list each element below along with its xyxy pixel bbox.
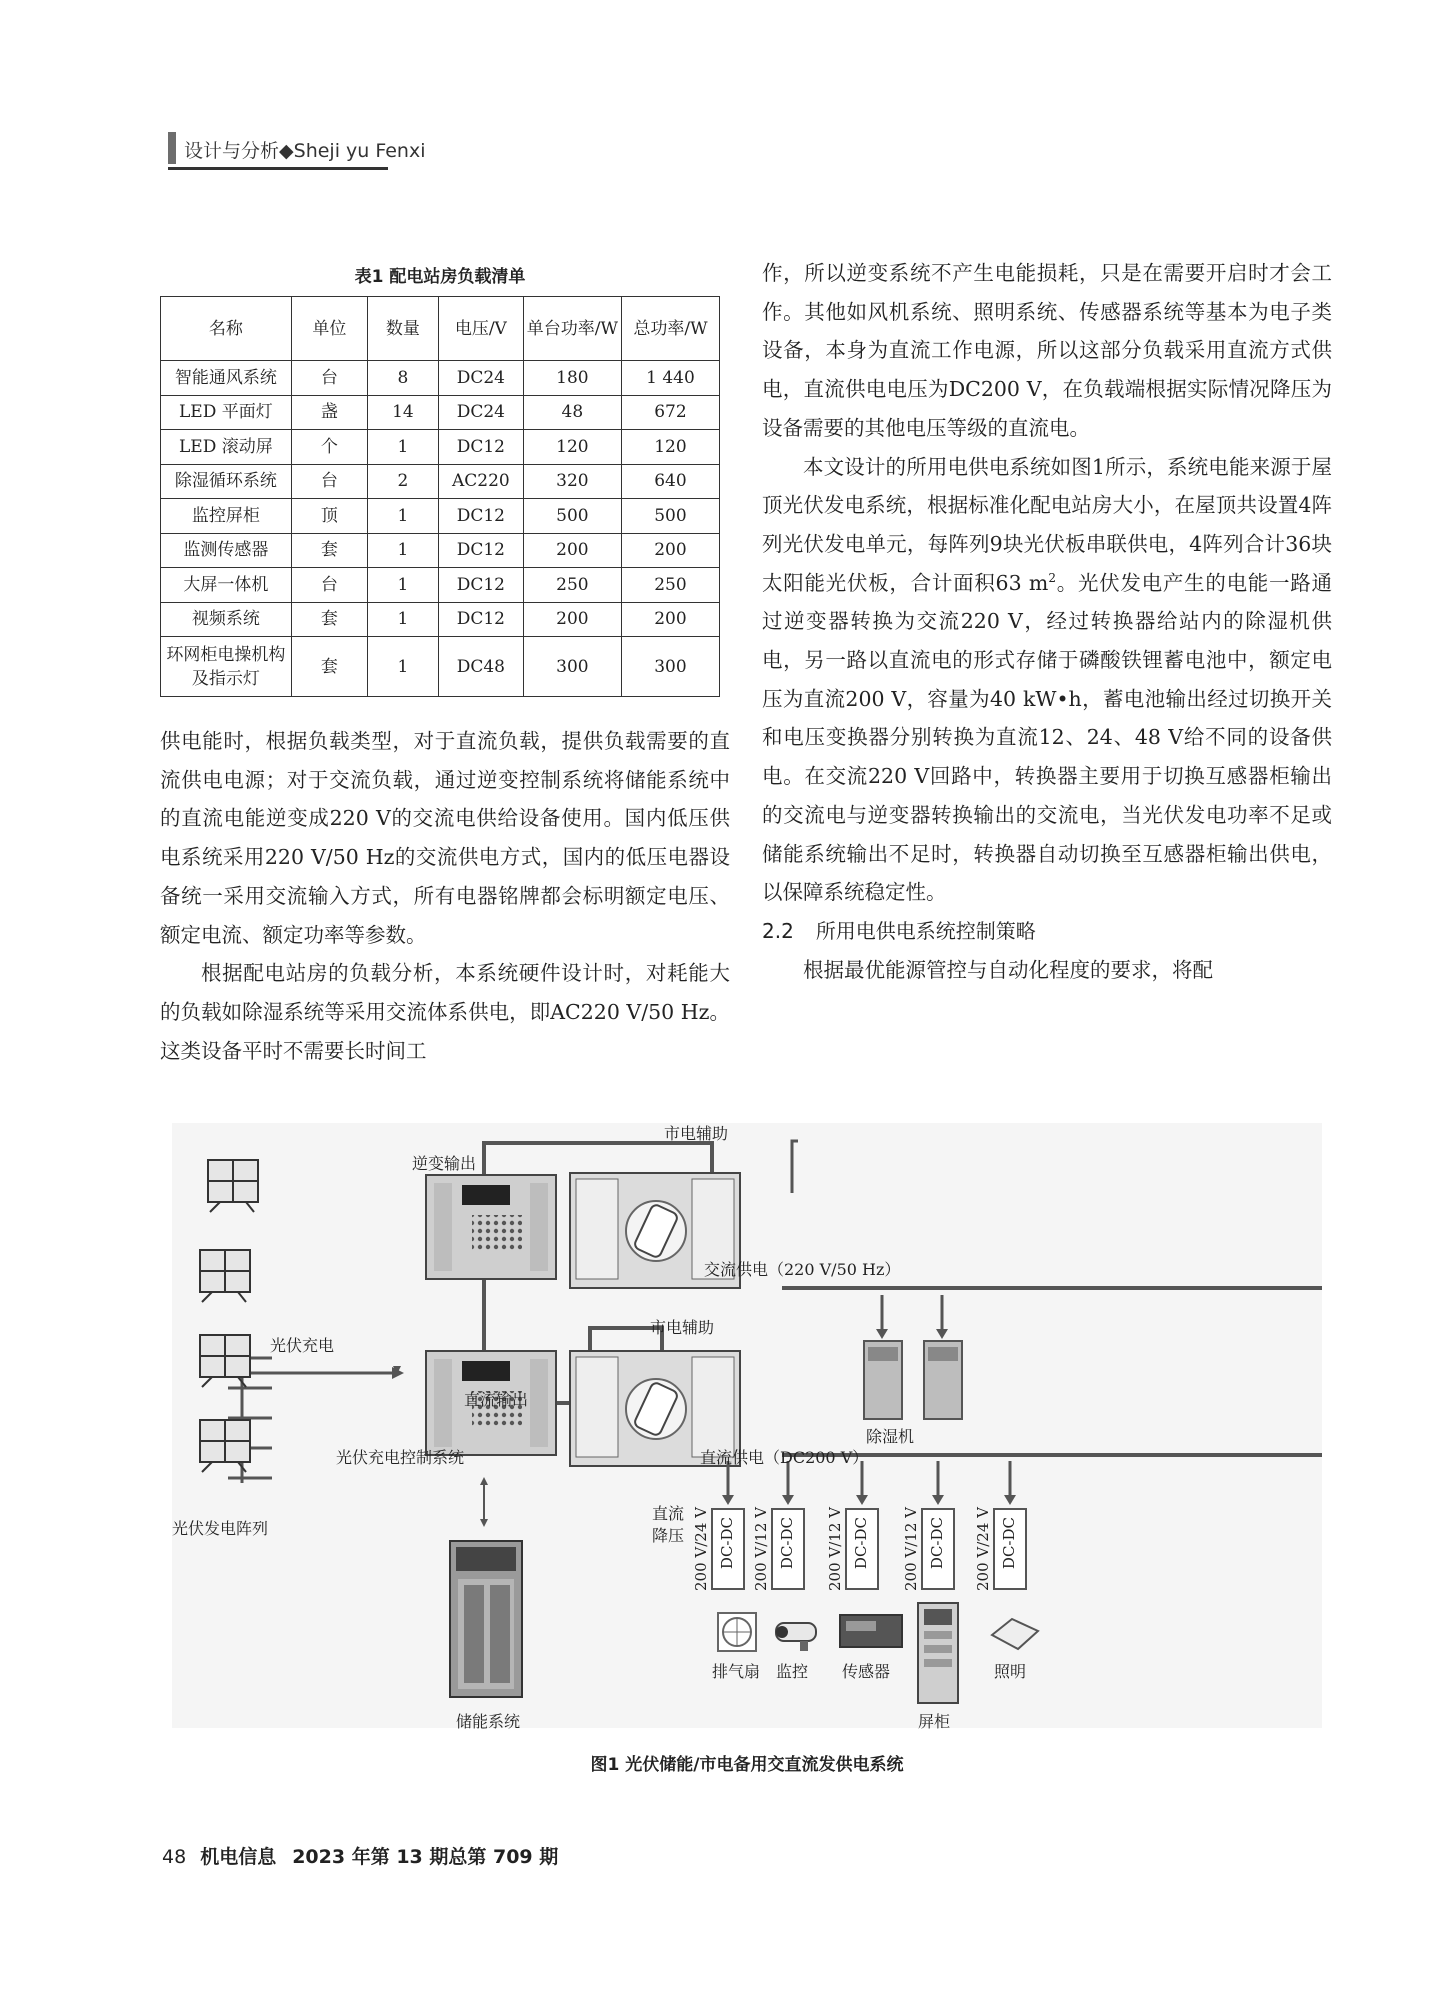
table-cell: 300 [621,637,719,697]
paragraph: 根据最优能源管控与自动化程度的要求，将配 [803,957,1213,982]
table-cell: 640 [621,464,719,499]
table-row [161,361,720,396]
section-number: 2.2 [762,918,794,943]
label-load-sensor: 传感器 [842,1662,891,1681]
dcdc-type-label: DC-DC [778,1517,796,1570]
dcdc-voltage-label: 200 V/24 V [974,1507,992,1591]
table-cell: LED 滚动屏 [161,430,292,465]
label-ac-supply: 交流供电（220 V/50 Hz） [704,1260,901,1279]
table-cell: 视频系统 [161,602,292,637]
table-cell: 500 [621,499,719,534]
table-cell: 8 [368,361,439,396]
table-cell: 监测传感器 [161,533,292,568]
table-cell: 320 [523,464,621,499]
label-inverter-output: 逆变输出 [412,1154,477,1173]
label-pv-array: 光伏发电阵列 [172,1519,269,1538]
table-row [161,568,720,603]
table-cell: 672 [621,395,719,430]
control-cabinet-icon [918,1603,958,1703]
table-row [161,637,720,697]
paragraph: 作，所以逆变系统不产生电能损耗，只是在需要开启时才会工作。其他如风机系统、照明系统、传感器系统等基本为电子类设备，本身为直流工作电源，所以这部分负载采用直流方式供电，直流供电电压为DC200 V，在负载端根据实际情况降压为设备需要的其他电压等级的直流电。 [762,261,1332,440]
table-cell: 顶 [291,499,367,534]
table-cell: 除湿循环系统 [161,464,292,499]
inverter-output-line [484,1143,712,1175]
section-title-en: Sheji yu Fenxi [293,140,426,162]
paragraph [762,448,1332,912]
label-pv-controller: 光伏充电控制系统 [336,1448,465,1467]
dcdc-type-label: DC-DC [928,1517,946,1570]
label-cabinet: 屏柜 [918,1712,951,1731]
table-cell: DC12 [438,602,523,637]
dcdc-voltage-label: 200 V/12 V [902,1507,920,1591]
label-dehumidifier: 除湿机 [866,1427,915,1446]
dcdc-voltage-label: 200 V/24 V [692,1507,710,1591]
table-body [161,361,720,697]
table-header-cell: 电压/V [438,297,523,361]
dcdc-voltage-label: 200 V/12 V [752,1507,770,1591]
label-dc-output: 直流输出 [464,1390,529,1409]
table-cell: 120 [621,430,719,465]
label-storage: 储能系统 [456,1712,521,1731]
table-header-row [161,297,720,361]
label-pv-charge: 光伏充电 [270,1336,335,1355]
table-cell: 台 [291,464,367,499]
right-column [762,254,1332,989]
table-cell: 200 [523,602,621,637]
dcdc-type-label: DC-DC [852,1517,870,1570]
section-heading [762,912,1332,951]
table-cell: 1 [368,499,439,534]
table-cell: 1 [368,602,439,637]
table-cell: 套 [291,637,367,697]
dcdc-voltage-label: 200 V/12 V [826,1507,844,1591]
system-diagram [172,1123,1322,1728]
label-grid-aux-top: 市电辅助 [664,1124,729,1143]
paragraph: 根据配电站房的负载分析，本系统硬件设计时，对耗能大的负载如除湿系统等采用交流体系供电，即AC220 V/50 Hz。这类设备平时不需要长时间工 [160,961,730,1063]
table-cell: 套 [291,533,367,568]
table-cell: 48 [523,395,621,430]
figure-caption: 图1 光伏储能/市电备用交直流发供电系统 [590,1755,904,1775]
table-cell: 台 [291,361,367,396]
table-cell: 2 [368,464,439,499]
table-row [161,464,720,499]
sensor-icon [840,1615,902,1647]
label-dc-step: 直流 降压 [652,1504,685,1545]
table-cell: 监控屏柜 [161,499,292,534]
running-head-bar [168,132,176,164]
table-cell: 1 [368,568,439,603]
label-load-monitor: 监控 [776,1662,809,1681]
section-title-cn: 设计与分析 [184,140,280,162]
table-cell: 200 [621,602,719,637]
table-cell: 环网柜电操机构及指示灯 [161,637,292,697]
table-cell: 14 [368,395,439,430]
left-column [160,722,730,1070]
dcdc-type-label: DC-DC [718,1517,736,1570]
table-cell: 1 440 [621,361,719,396]
dcdc-type-label: DC-DC [1000,1517,1018,1570]
table-cell: 智能通风系统 [161,361,292,396]
load-table [160,296,720,697]
inverter-icon [426,1175,556,1279]
table-header-cell: 数量 [368,297,439,361]
journal-name: 机电信息 [200,1846,277,1868]
table-row [161,602,720,637]
table-header-cell: 单台功率/W [523,297,621,361]
table-cell: 1 [368,430,439,465]
diamond-icon: ◆ [279,140,294,162]
table-cell: 200 [621,533,719,568]
table-cell: 300 [523,637,621,697]
table-cell: LED 平面灯 [161,395,292,430]
label-load-lighting: 照明 [994,1662,1027,1681]
superscript: 2 [1048,570,1056,585]
table-cell: DC12 [438,499,523,534]
table-cell: DC12 [438,568,523,603]
table-cell: 1 [368,533,439,568]
label-dc-supply: 直流供电（DC200 V） [700,1448,869,1467]
table-cell: DC24 [438,395,523,430]
running-head-rule [168,167,388,170]
table-cell: 180 [523,361,621,396]
label-load-exhaust-fan: 排气扇 [712,1662,761,1681]
table-cell: 套 [291,602,367,637]
table-cell: DC12 [438,430,523,465]
figure-1 [172,1123,1322,1731]
table-header-cell: 总功率/W [621,297,719,361]
table-row [161,395,720,430]
table-row [161,430,720,465]
table-cell: 台 [291,568,367,603]
battery-storage-icon [450,1477,522,1697]
table-cell: 250 [523,568,621,603]
label-grid-aux-mid: 市电辅助 [650,1318,715,1337]
table-cell: 大屏一体机 [161,568,292,603]
table-cell: 个 [291,430,367,465]
table-cell: 120 [523,430,621,465]
table-cell: DC24 [438,361,523,396]
running-head-text [184,136,426,163]
table-cell: 250 [621,568,719,603]
page-footer [162,1842,558,1869]
paragraph: 供电能时，根据负载类型，对于直流负载，提供负载需要的直流供电电源；对于交流负载，通过逆变控制系统将储能系统中的直流电能逆变成220 V的交流电供给设备使用。国内低压供电系统采用220 V/50 Hz的交流供电方式，国内的低压电器设备统一采用交流输入方式，所有电器铭牌都会标明额定电压、额定电流、额定功率等参数。 [160,729,730,947]
camera-icon [776,1623,816,1651]
table-header-cell: 单位 [291,297,367,361]
issue-info: 2023 年第 13 期总第 709 期 [292,1846,559,1868]
table-cell: 200 [523,533,621,568]
table-cell: 盏 [291,395,367,430]
table-caption: 表1 配电站房负载清单 [354,267,526,287]
dehumidifier-icon [864,1295,962,1419]
table-row [161,499,720,534]
page-number: 48 [162,1846,187,1868]
table-cell: 1 [368,637,439,697]
table-header-cell: 名称 [161,297,292,361]
table-cell: DC48 [438,637,523,697]
solar-panel-icon [200,1160,258,1472]
running-head [168,130,426,170]
table-row [161,533,720,568]
table-cell: 500 [523,499,621,534]
table-cell: DC12 [438,533,523,568]
paragraph-text: 本文设计的所用电供电系统如图1所示，系统电能来源于屋顶光伏发电系统，根据标准化配电站房大小，在屋顶共设置4阵列光伏发电单元，每阵列9块光伏板串联供电，4阵列合计36块太阳能光伏板，合计面积63 m [762,454,1332,595]
section-heading-text: 所用电供电系统控制策略 [815,918,1036,943]
table-cell: AC220 [438,464,523,499]
paragraph-text: 。光伏发电产生的电能一路通过逆变器转换为交流220 V，经过转换器给站内的除湿机供电，另一路以直流电的形式存储于磷酸铁锂蓄电池中，额定电压为直流200 V，容量为40 kW•h，蓄电池输出经过切换开关和电压变换器分别转换为直流12、24、48 V给不同的设备供电。在交流220 V回路中，转换器主要用于切换互感器柜输出的交流电与逆变器转换输出的交流电，当光伏发电功率不足或储能系统输出不足时，转换器自动切换至互感器柜输出供电，以保障系统稳定性。 [762,570,1333,905]
lamp-icon [992,1619,1038,1649]
exhaust-fan-icon [718,1613,756,1651]
